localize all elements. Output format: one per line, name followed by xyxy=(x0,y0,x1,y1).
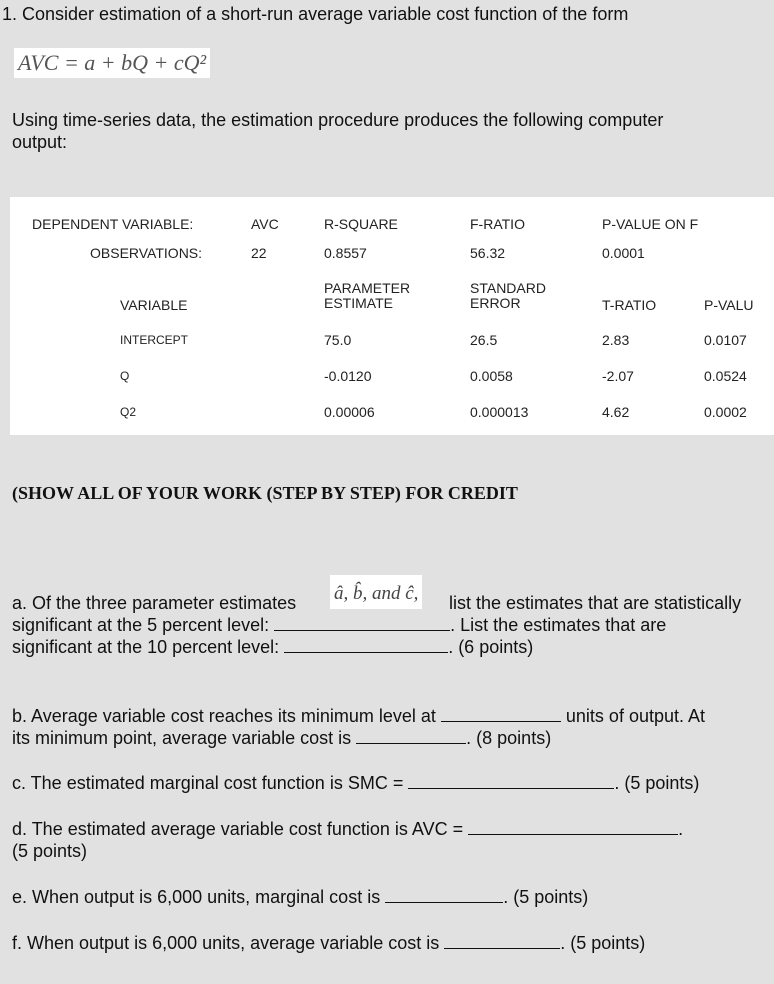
part-c-text xyxy=(12,772,699,794)
cell-variable: INTERCEPT xyxy=(120,333,189,347)
header-t-ratio: T-RATIO xyxy=(602,297,657,313)
regression-output-table xyxy=(10,197,774,435)
cell-estimate: 75.0 xyxy=(324,332,352,348)
answer-blank-c[interactable] xyxy=(408,772,614,789)
part-b-text xyxy=(12,705,705,727)
part-c-label: c. The estimated marginal cost function is SMC = xyxy=(12,773,404,793)
header-parameter: PARAMETER xyxy=(324,280,411,296)
cell-variable: Q xyxy=(120,369,130,383)
answer-blank-b2[interactable] xyxy=(356,727,466,744)
part-e-text: . (5 points) xyxy=(503,887,589,907)
cell-se: 0.000013 xyxy=(470,404,529,420)
obs-value: 22 xyxy=(251,245,267,261)
cell-p: 0.0002 xyxy=(704,404,747,420)
answer-blank-b1[interactable] xyxy=(441,705,561,722)
answer-blank-f[interactable] xyxy=(444,932,560,949)
rsq-label: R-SQUARE xyxy=(324,216,398,232)
obs-label: OBSERVATIONS: xyxy=(90,245,203,261)
part-a-text: . (6 points) xyxy=(448,637,534,657)
answer-blank-a1[interactable] xyxy=(274,614,450,631)
part-a-text: a. Of the three parameter estimates xyxy=(12,593,297,613)
answer-blank-a2[interactable] xyxy=(284,636,448,653)
part-a-text: . List the estimates that are xyxy=(450,615,667,635)
header-p-value: P-VALU xyxy=(704,297,754,313)
part-f-text xyxy=(12,932,645,954)
part-d-points: (5 points) xyxy=(12,841,88,861)
cell-variable: Q2 xyxy=(120,405,137,419)
dep-label: DEPENDENT VARIABLE: xyxy=(32,216,194,232)
part-e-text xyxy=(12,886,588,908)
part-b-text xyxy=(12,727,551,749)
cell-se: 0.0058 xyxy=(470,368,513,384)
part-d-label: d. The estimated average variable cost function is AVC = xyxy=(12,819,464,839)
part-c-text: . (5 points) xyxy=(614,773,700,793)
pf-label: P-VALUE ON F xyxy=(602,216,699,232)
pf-value: 0.0001 xyxy=(602,245,645,261)
header-estimate: ESTIMATE xyxy=(324,295,393,311)
cell-t: 2.83 xyxy=(602,332,630,348)
part-b-text: . (8 points) xyxy=(466,728,552,748)
part-f-text: . (5 points) xyxy=(560,933,646,953)
cell-p: 0.0524 xyxy=(704,368,747,384)
cell-t: 4.62 xyxy=(602,404,630,420)
part-a-label: significant at the 5 percent level: xyxy=(12,615,270,635)
f-label: F-RATIO xyxy=(470,216,525,232)
data-text-2: output: xyxy=(12,132,68,152)
part-a-text: list the estimates that are statistically xyxy=(449,593,742,613)
dep-value: AVC xyxy=(251,216,279,232)
question-intro: 1. Consider estimation of a short-run average variable cost function of the form xyxy=(2,4,629,24)
part-d-text xyxy=(12,818,683,840)
header-variable: VARIABLE xyxy=(120,297,188,313)
part-b-label: its minimum point, average variable cost is xyxy=(12,728,352,748)
cell-estimate: -0.0120 xyxy=(324,368,372,384)
part-b-text: units of output. At xyxy=(565,706,706,726)
part-e-label: e. When output is 6,000 units, marginal cost is xyxy=(12,887,381,907)
answer-blank-d[interactable] xyxy=(468,818,678,835)
part-d-text: . xyxy=(678,819,684,839)
cell-estimate: 0.00006 xyxy=(324,404,375,420)
data-text: Using time-series data, the estimation procedure produces the following computer xyxy=(12,110,664,130)
cell-p: 0.0107 xyxy=(704,332,747,348)
part-f-label: f. When output is 6,000 units, average variable cost is xyxy=(12,933,440,953)
parameter-hats: â, b̂, and ĉ, xyxy=(330,575,422,609)
rsq-value: 0.8557 xyxy=(324,245,367,261)
cell-se: 26.5 xyxy=(470,332,498,348)
part-b-label: b. Average variable cost reaches its minimum level at xyxy=(12,706,436,726)
header-error: ERROR xyxy=(470,295,521,311)
part-a-label: significant at the 10 percent level: xyxy=(12,637,280,657)
avc-formula: AVC = a + bQ + cQ² xyxy=(14,48,210,78)
part-a-text xyxy=(12,636,533,658)
f-value: 56.32 xyxy=(470,245,506,261)
part-a-text xyxy=(12,614,666,636)
cell-t: -2.07 xyxy=(602,368,634,384)
answer-blank-e[interactable] xyxy=(385,886,503,903)
header-standard: STANDARD xyxy=(470,280,546,296)
instruction-heading: (SHOW ALL OF YOUR WORK (STEP BY STEP) FOR CREDIT xyxy=(12,483,518,503)
